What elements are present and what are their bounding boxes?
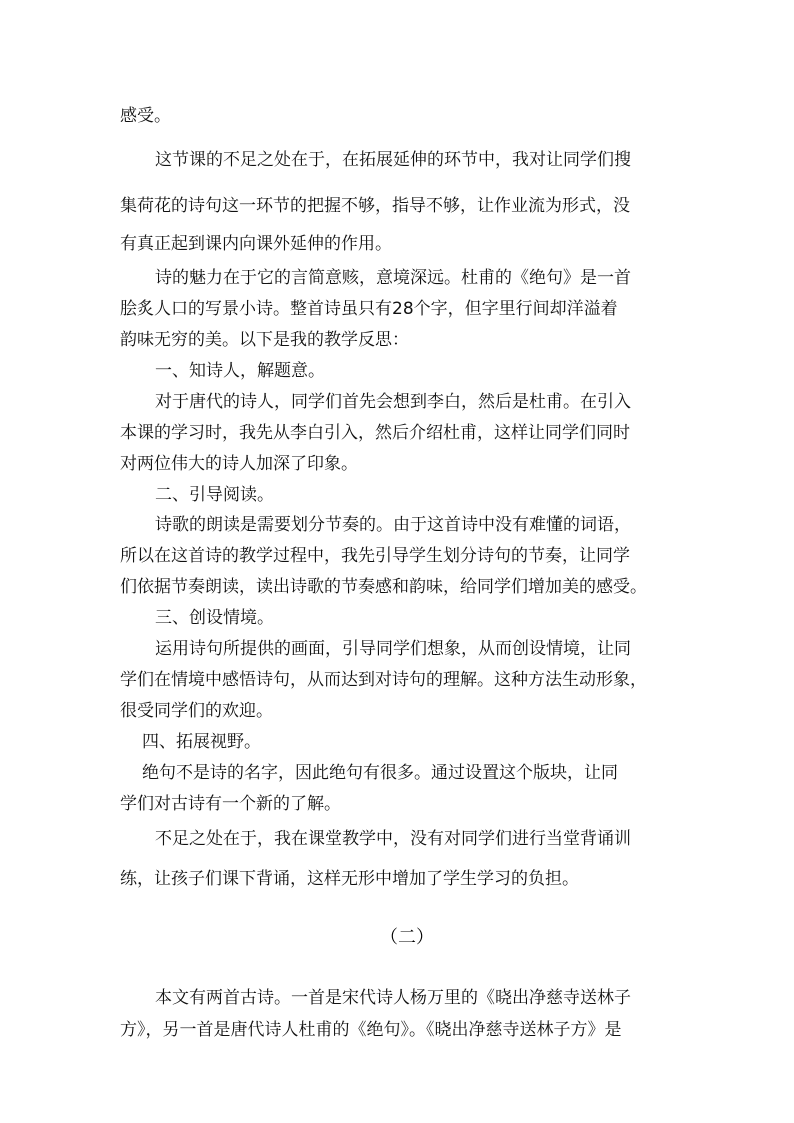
paragraph-line: 所以在这首诗的教学过程中，我先引导学生划分诗句的节奏，让同学 xyxy=(120,546,630,566)
paragraph-line: 本课的学习时，我先从李白引入，然后介绍杜甫，这样让同学们同时 xyxy=(120,423,630,443)
section-heading: （二） xyxy=(380,927,434,948)
paragraph-line: 们依据节奏朗读，读出诗歌的节奏感和韵味，给同学们增加美的感受。 xyxy=(120,577,647,597)
paragraph-line: 对于唐代的诗人，同学们首先会想到李白，然后是杜甫。在引入 xyxy=(155,392,631,412)
paragraph-line: 不足之处在于，我在课堂教学中，没有对同学们进行当堂背诵训 xyxy=(155,829,631,849)
paragraph-line: 有真正起到课内向课外延伸的作用。 xyxy=(120,234,392,254)
paragraph-line: 很受同学们的欢迎。 xyxy=(120,701,273,721)
paragraph-line: 练，让孩子们课下背诵，这样无形中增加了学生学习的负担。 xyxy=(120,869,579,889)
paragraph-line: 绝句不是诗的名字，因此绝句有很多。通过设置这个版块，让同 xyxy=(142,763,618,783)
subheading-line: 三、创设情境。 xyxy=(155,608,274,628)
paragraph-line: 诗歌的朗读是需要划分节奏的。由于这首诗中没有难懂的词语， xyxy=(155,515,631,535)
paragraph-line: 本文有两首古诗。一首是宋代诗人杨万里的《晓出净慈寺送林子 xyxy=(155,988,631,1008)
paragraph-line: 对两位伟大的诗人加深了印象。 xyxy=(120,454,358,474)
paragraph-line: 运用诗句所提供的画面，引导同学们想象，从而创设情境，让同 xyxy=(155,639,631,659)
paragraph-line: 学们对古诗有一个新的了解。 xyxy=(120,794,341,814)
subheading-line: 四、拓展视野。 xyxy=(142,732,261,752)
paragraph-line: 脍炙人口的写景小诗。整首诗虽只有28个字，但字里行间却洋溢着 xyxy=(120,299,618,319)
subheading-line: 二、引导阅读。 xyxy=(155,485,274,505)
paragraph-line: 诗的魅力在于它的言简意赅，意境深远。杜甫的《绝句》是一首 xyxy=(155,268,631,288)
paragraph-line: 感受。 xyxy=(120,106,171,126)
paragraph-line: 学们在情境中感悟诗句，从而达到对诗句的理解。这种方法生动形象， xyxy=(120,670,647,690)
paragraph-line: 集荷花的诗句这一环节的把握不够，指导不够，让作业流为形式，没 xyxy=(120,196,630,216)
subheading-line: 一、知诗人，解题意。 xyxy=(155,361,325,381)
paragraph-line: 这节课的不足之处在于，在拓展延伸的环节中，我对让同学们搜 xyxy=(155,150,631,170)
paragraph-line: 韵味无穷的美。以下是我的教学反思： xyxy=(120,330,409,350)
paragraph-line: 方》，另一首是唐代诗人杜甫的《绝句》。《晓出净慈寺送林子方》是 xyxy=(120,1020,622,1040)
